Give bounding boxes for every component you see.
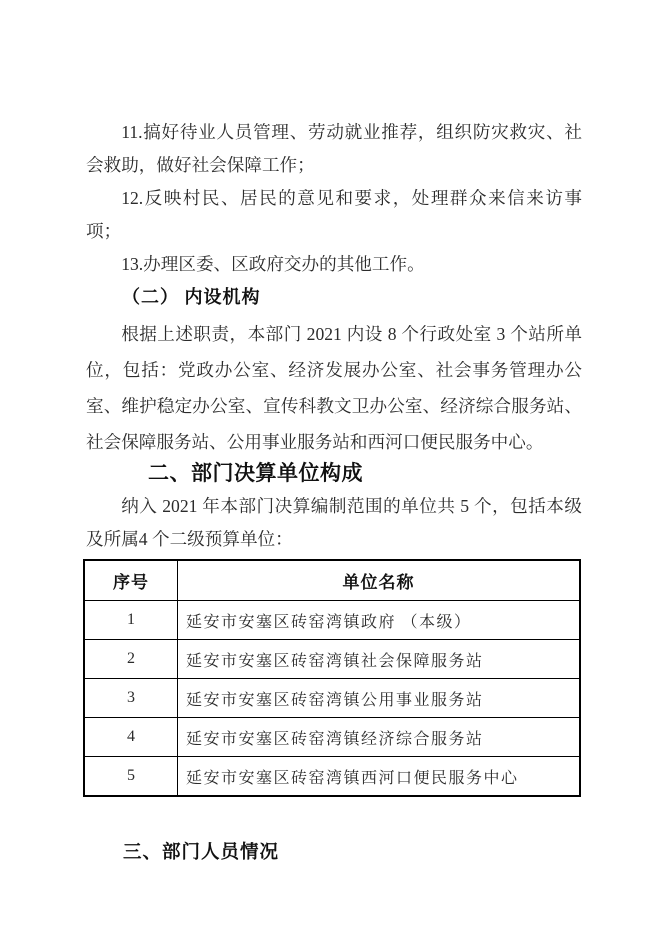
- unit-index-cell: 1: [84, 601, 178, 640]
- budget-unit-table: [83, 559, 581, 797]
- table-header-row: [84, 560, 580, 601]
- unit-index-cell: 3: [84, 679, 178, 718]
- table-row: [84, 601, 580, 640]
- table-row: [84, 757, 580, 797]
- section2-heading: 二、部门决算单位构成: [148, 462, 363, 485]
- unit-name-cell: 延安市安塞区砖窑湾镇社会保障服务站: [178, 640, 581, 679]
- table-row: [84, 640, 580, 679]
- section3-heading: 三、部门人员情况: [123, 841, 280, 862]
- unit-name-cell: 延安市安塞区砖窑湾镇政府 （本级）: [178, 601, 581, 640]
- document-content: [86, 116, 582, 868]
- table-row: [84, 679, 580, 718]
- column-header-index: 序号: [84, 560, 178, 601]
- internal-org-heading: （二） 内设机构: [122, 287, 261, 307]
- unit-name-cell: 延安市安塞区砖窑湾镇公用事业服务站: [178, 679, 581, 718]
- unit-index-cell: 4: [84, 718, 178, 757]
- internal-org-paragraph: 根据上述职责，本部门 2021 内设 8 个行政处室 3 个站所单位，包括：党政办公室、经济发展办公室、社会事务管理办公室、维护稳定办公室、宣传科教文卫办公室、经济综合服务站、社会保障服务站、公用事业服务站和西河口便民服务中心。: [86, 324, 582, 452]
- duty-item-13: 13.办理区委、区政府交办的其他工作。: [121, 254, 425, 274]
- duty-item-12: 12.反映村民、居民的意见和要求，处理群众来信来访事项；: [86, 188, 582, 241]
- unit-index-cell: 5: [84, 757, 178, 797]
- unit-name-cell: 延安市安塞区砖窑湾镇经济综合服务站: [178, 718, 581, 757]
- duty-item-11: 11.搞好待业人员管理、劳动就业推荐，组织防灾救灾、社会救助，做好社会保障工作；: [86, 122, 582, 175]
- unit-index-cell: 2: [84, 640, 178, 679]
- table-row: [84, 718, 580, 757]
- unit-table-header: [84, 560, 580, 601]
- unit-table-body: [84, 601, 580, 797]
- section2-intro-paragraph: 纳入 2021 年本部门决算编制范围的单位共 5 个，包括本级及所属4 个二级预算单位：: [86, 496, 582, 549]
- column-header-unit-name: 单位名称: [178, 560, 581, 601]
- unit-name-cell: 延安市安塞区砖窑湾镇西河口便民服务中心: [178, 757, 581, 797]
